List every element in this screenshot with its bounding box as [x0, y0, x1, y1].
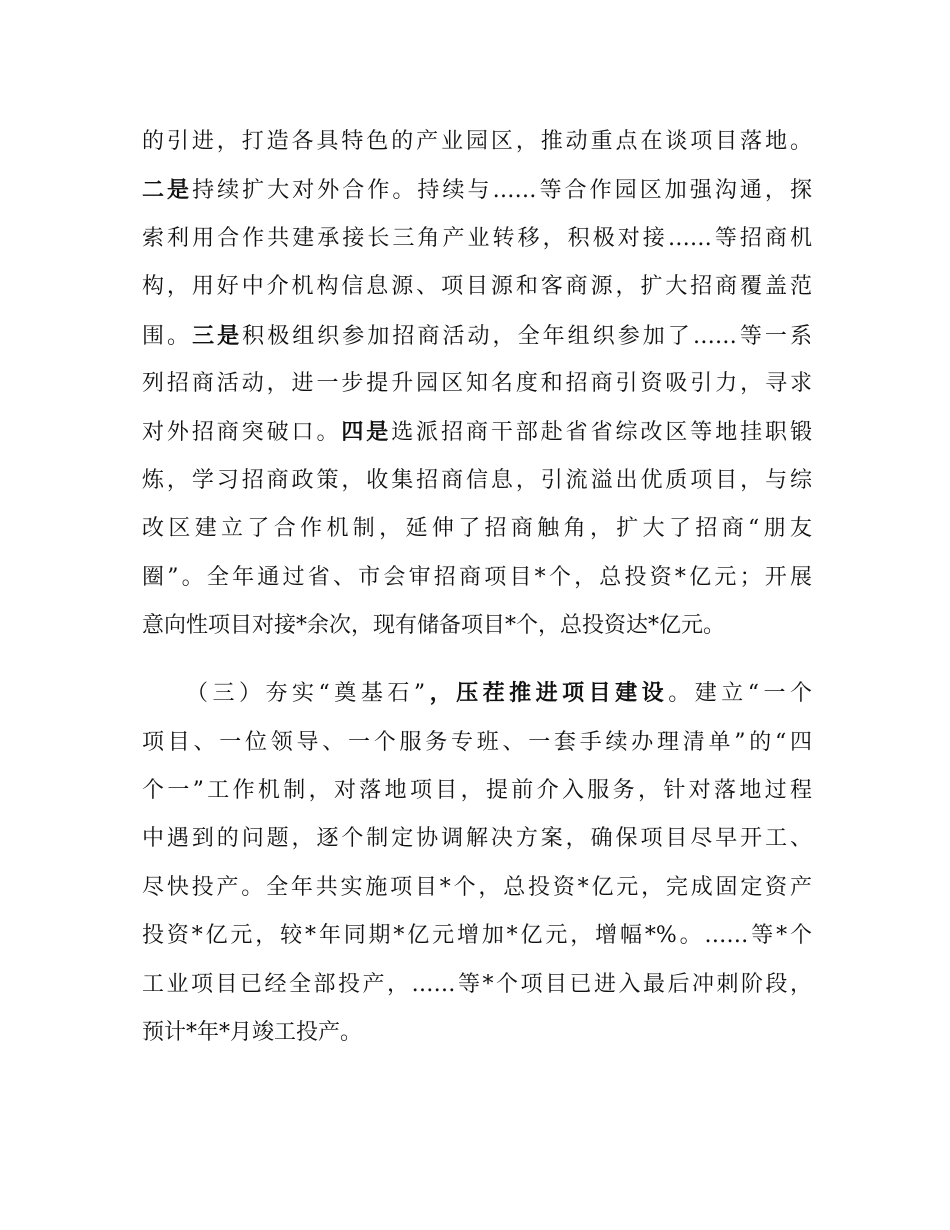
text-run: 圈”。全年通过省、市会审招商项目*个，总投资*亿元；开展 — [142, 564, 812, 590]
text-run: 积极组织参加招商活动，全年组织参加了……等一系 — [242, 323, 812, 349]
text-line — [142, 864, 812, 912]
text-run: 改区建立了合作机制，延伸了招商触角，扩大了招商“朋友 — [142, 516, 812, 542]
paragraph-investment-cooperation — [142, 118, 812, 650]
text-run: 意向性项目对接*余次，现有储备项目*个，总投资达*亿元。 — [142, 612, 726, 638]
text-line — [142, 815, 812, 863]
text-run: 围。 — [142, 323, 193, 349]
section-heading: （三）夯实“奠基石” — [186, 681, 426, 707]
text-run: 个一”工作机制，对落地项目，提前介入服务，针对落地过程 — [142, 778, 812, 804]
text-run: 投资*亿元，较*年同期*亿元增加*亿元，增幅*%。……等*个 — [142, 923, 812, 949]
text-line — [142, 360, 812, 408]
text-run: 工业项目已经全部投产，……等*个项目已进入最后冲刺阶段， — [142, 971, 812, 997]
text-line — [142, 602, 812, 650]
paragraph-project-construction — [142, 670, 812, 1057]
text-line — [142, 457, 812, 505]
text-run: 中遇到的问题，逐个制定协调解决方案，确保项目尽早开工、 — [142, 826, 812, 852]
text-line — [142, 767, 812, 815]
bold-lead: 四是 — [341, 419, 392, 446]
text-run: 选派招商干部赴省省综改区等地挂职锻 — [391, 420, 812, 446]
text-run: 。建立“一个 — [668, 681, 812, 707]
text-line — [142, 961, 812, 1009]
section-heading-bold: ，压茬推进项目建设 — [425, 681, 669, 707]
text-run: 对外招商突破口。 — [142, 420, 342, 446]
paragraph-spacer — [142, 650, 812, 670]
text-line — [142, 719, 812, 767]
text-run: 炼，学习招商政策，收集招商信息，引流溢出优质项目，与综 — [142, 467, 812, 493]
text-line — [142, 670, 812, 718]
text-run: 持续扩大对外合作。持续与……等合作园区加强沟通，探 — [192, 178, 812, 204]
text-run: 索利用合作共建承接长三角产业转移，积极对接……等招商机 — [142, 225, 812, 251]
text-run: 列招商活动，进一步提升园区知名度和招商引资吸引力，寻求 — [142, 370, 812, 396]
text-run: 的引进，打造各具特色的产业园区，推动重点在谈项目落地。 — [142, 129, 812, 154]
text-run: 构，用好中介机构信息源、项目源和客商源，扩大招商覆盖范 — [142, 274, 812, 300]
text-line — [142, 1009, 812, 1057]
text-line — [142, 554, 812, 602]
text-run: 项目、一位领导、一个服务专班、一套手续办理清单”的“四 — [142, 729, 812, 755]
document-page — [142, 118, 812, 1057]
text-line — [142, 505, 812, 553]
text-line — [142, 912, 812, 960]
text-line — [142, 408, 812, 456]
text-line — [142, 166, 812, 214]
bold-lead: 三是 — [192, 322, 243, 349]
bold-lead: 二是 — [142, 177, 193, 204]
text-line — [142, 118, 812, 166]
text-run: 预计*年*月竣工投产。 — [142, 1020, 363, 1046]
text-line — [142, 215, 812, 263]
text-line — [142, 312, 812, 360]
text-run: 尽快投产。全年共实施项目*个，总投资*亿元，完成固定资产 — [142, 874, 812, 900]
text-line — [142, 263, 812, 311]
